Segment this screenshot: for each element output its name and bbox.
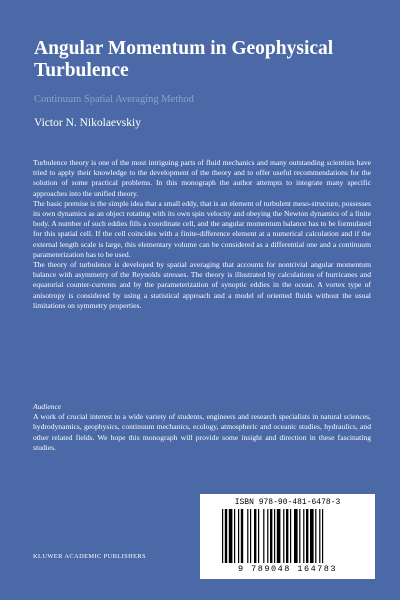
description-paragraph: The theory of turbulence is developed by spatial averaging that accounts for nontrivial angular momentum balance with asymmetry of the Reynolds stresses. The theory is illustrated by calculations of hurricanes and equatorial counter-currents and by the parameterization of synoptic eddies in the ocean. A vortex type of anisotropy is considered by using a statistical approach and a model of oriented fluids without the usual limitations on symmetry properties. [33, 260, 371, 310]
audience-block [33, 402, 371, 453]
barcode-bar [267, 509, 268, 563]
author-name: Victor N. Nikolaevskiy [34, 117, 141, 129]
barcode-bar [303, 509, 304, 563]
barcode-bar [290, 509, 291, 563]
barcode-bar [241, 509, 243, 563]
barcode-bar [270, 509, 272, 563]
barcode-digits: 9 789048 164783 [237, 564, 337, 574]
barcode-bar [247, 509, 248, 563]
barcode-bar [315, 509, 316, 563]
barcode-bar [310, 509, 314, 563]
barcode-bar [319, 509, 320, 563]
book-subtitle: Continuum Spatial Averaging Method [34, 94, 194, 105]
barcode-bar [294, 509, 298, 563]
barcode-bar [234, 509, 235, 563]
isbn-label: ISBN 978-90-481-6478-3 [234, 498, 341, 507]
barcode-bar [274, 509, 275, 563]
barcode-bar [222, 509, 223, 563]
barcode-bar [225, 509, 227, 563]
description-block [33, 158, 371, 311]
barcode-bar [299, 509, 300, 563]
barcode-icon [222, 509, 354, 563]
description-paragraph: The basic premise is the simple idea that a small eddy, that is an element of turbulent meso-structure, possesses its own dynamics as an object rotating with its own spin velocity and obeying the Newton dynamics of a finite body. A number of such eddies fills a coordinate cell, and the angular momentum balance has to be formulated for this spatial cell. If the cell coincides with a finite-difference element at a numerical calculation and if the external length scale is large, this elementary volume can be considered as a differential one and a continuum parameterization has to be used. [33, 198, 371, 259]
audience-heading: Audience [33, 402, 62, 411]
barcode-bar [258, 509, 259, 563]
publisher-name: KLUWER ACADEMIC PUBLISHERS [33, 553, 147, 560]
barcode-bar [286, 509, 288, 563]
barcode-bar [229, 509, 233, 563]
barcode-bar [283, 509, 284, 563]
book-title: Angular Momentum in Geophysical Turbulence [34, 38, 334, 81]
barcode-bar [254, 509, 256, 563]
description-paragraph: Turbulence theory is one of the most intriguing parts of fluid mechanics and many outstanding scientists have tried to apply their knowledge to the development of the theory and to offer useful recommendations for the solution of some practical problems. In this monograph the author attempts to integrate many specific approaches into the unified theory. [33, 158, 371, 198]
barcode-bar [263, 509, 264, 563]
barcode-bar [238, 509, 239, 563]
audience-text: A work of crucial interest to a wide variety of students, engineers and research specialists in natural sciences, hydrodynamics, geophysics, continuum mechanics, ecology, atmospheric and oceanic studies, hydraulics, and other related fields. We hope this monograph will provide some insight and direction in these fascinating studies. [33, 412, 371, 452]
barcode-bar [322, 509, 323, 563]
barcode-panel [200, 494, 375, 579]
barcode-bar [250, 509, 251, 563]
barcode-bar [306, 509, 308, 563]
barcode-bar [277, 509, 281, 563]
